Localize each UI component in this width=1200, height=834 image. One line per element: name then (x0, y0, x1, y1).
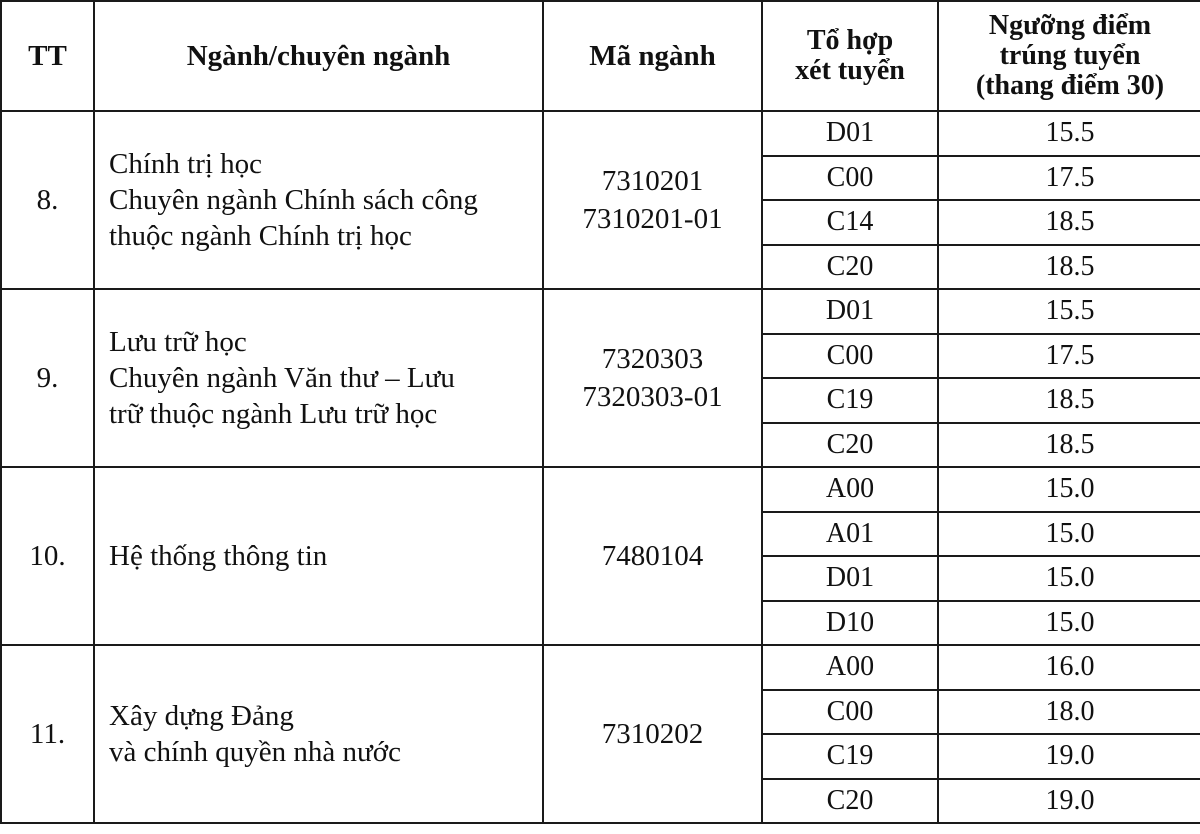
combo-cell: C19 (762, 378, 938, 423)
score-cell: 15.5 (938, 289, 1200, 334)
header-combo: Tổ hợp xét tuyển (762, 1, 938, 111)
score-cell: 15.0 (938, 601, 1200, 646)
combo-cell: A00 (762, 645, 938, 690)
combo-cell: C00 (762, 156, 938, 201)
score-cell: 18.5 (938, 245, 1200, 290)
header-code: Mã ngành (543, 1, 762, 111)
header-threshold: Ngưỡng điểm trúng tuyển (thang điểm 30) (938, 1, 1200, 111)
table-row (1, 467, 1200, 512)
row-number: 8. (1, 111, 94, 289)
major-code: 7310202 (543, 645, 762, 823)
major-name: Lưu trữ học Chuyên ngành Văn thư – Lưu trữ thuộc ngành Lưu trữ học (94, 289, 543, 467)
combo-cell: A01 (762, 512, 938, 557)
header-major: Ngành/chuyên ngành (94, 1, 543, 111)
table-row (1, 645, 1200, 690)
major-name: Hệ thống thông tin (94, 467, 543, 645)
score-cell: 18.0 (938, 690, 1200, 735)
major-code: 7480104 (543, 467, 762, 645)
combo-cell: C20 (762, 779, 938, 824)
major-name: Chính trị học Chuyên ngành Chính sách công thuộc ngành Chính trị học (94, 111, 543, 289)
score-cell: 18.5 (938, 200, 1200, 245)
score-cell: 17.5 (938, 334, 1200, 379)
score-cell: 15.0 (938, 512, 1200, 557)
table-header-row (1, 1, 1200, 111)
row-number: 11. (1, 645, 94, 823)
combo-cell: C00 (762, 690, 938, 735)
score-cell: 15.0 (938, 556, 1200, 601)
major-code: 7310201 7310201-01 (543, 111, 762, 289)
combo-cell: C20 (762, 245, 938, 290)
combo-cell: D01 (762, 111, 938, 156)
score-cell: 18.5 (938, 378, 1200, 423)
combo-cell: D01 (762, 556, 938, 601)
score-cell: 19.0 (938, 734, 1200, 779)
row-number: 10. (1, 467, 94, 645)
score-cell: 17.5 (938, 156, 1200, 201)
combo-cell: C00 (762, 334, 938, 379)
combo-cell: A00 (762, 467, 938, 512)
combo-cell: D10 (762, 601, 938, 646)
score-cell: 15.5 (938, 111, 1200, 156)
score-cell: 15.0 (938, 467, 1200, 512)
table-row (1, 111, 1200, 156)
major-name: Xây dựng Đảng và chính quyền nhà nước (94, 645, 543, 823)
score-cell: 19.0 (938, 779, 1200, 824)
score-cell: 16.0 (938, 645, 1200, 690)
combo-cell: C20 (762, 423, 938, 468)
table-row (1, 289, 1200, 334)
combo-cell: C19 (762, 734, 938, 779)
row-number: 9. (1, 289, 94, 467)
score-cell: 18.5 (938, 423, 1200, 468)
header-tt: TT (1, 1, 94, 111)
combo-cell: D01 (762, 289, 938, 334)
combo-cell: C14 (762, 200, 938, 245)
major-code: 7320303 7320303-01 (543, 289, 762, 467)
